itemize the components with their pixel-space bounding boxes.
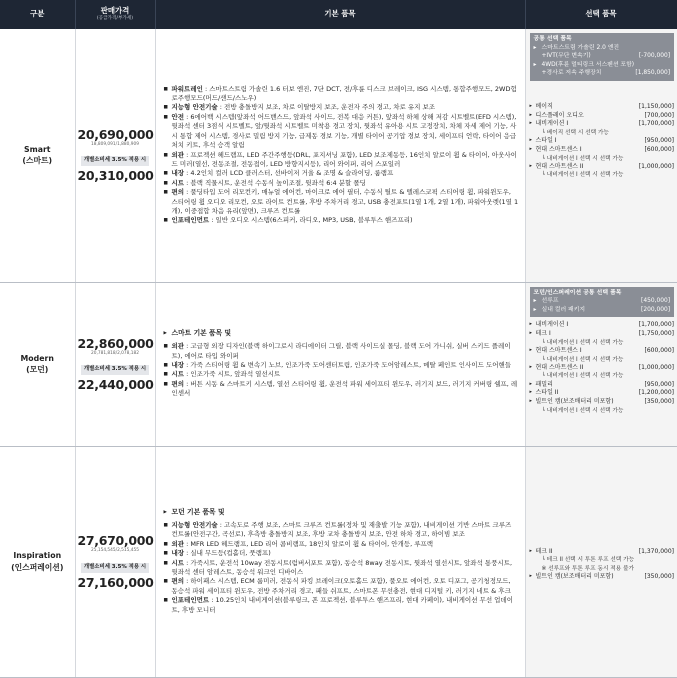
header-trim: 구분 [0,0,75,29]
feature-key: 편의 [171,188,185,197]
feature-item [164,577,519,596]
common-option-price: [-700,000] [638,53,670,60]
price-main: 27,670,000 [77,533,154,549]
price-detail: 25,154,545/2,515,455 [91,548,139,554]
option-price: [1,750,000] [638,329,674,337]
header-options: 선택 품목 [525,0,677,29]
feature-item [164,380,519,399]
feature-value: : 일반 오디오 시스템(6스피커, 라디오, MP3, USB, 블루투스 핸즈프리) [209,216,413,225]
feature-head: ▶ 모던 기본 품목 및 [164,508,519,518]
header-basic-items: 기본 품목 [155,0,525,29]
option-price: [1,000,000] [638,363,674,371]
feature-key: 안전 [171,112,185,121]
option-list [530,548,675,582]
option-row [530,548,675,557]
price-after-tax: 22,440,000 [77,377,154,393]
price-main: 22,860,000 [77,335,154,351]
option-name: ▸ 테크 II [535,547,553,555]
feature-item [164,540,519,549]
option-row [530,330,675,339]
common-option-name: ▸ 4WD(후륜 멀티링크 서스펜션 포함) [534,61,671,70]
feature-value: : 버튼 시동 & 스마트키 시스템, 열선 스티어링 휠, 운전석 파워 세이프티 윈도우, 러기지 보드, 러기지 커버링 쉘프, 레인센서 [171,379,518,398]
common-option-box [530,287,675,318]
common-option-row [534,52,671,61]
common-option-title: 모던/인스퍼레이션 공통 선택 품목 [533,289,622,296]
feature-item [164,188,519,216]
option-note: └ 내비게이션 I 선택 시 선택 가능 [541,356,624,363]
common-option-title: 공통 선택 품목 [533,36,572,42]
feature-item [164,151,519,170]
feature-item [164,361,519,370]
feature-key: 인포테인먼트 [171,216,210,225]
option-price: [1,370,000] [638,547,674,555]
feature-key: 외관 [171,539,185,548]
basic-items [155,282,525,446]
option-name: ▸ 테크 I [535,329,551,337]
feature-item [164,370,519,379]
trim-price [75,29,155,282]
option-note: └ 내비게이션 I 선택 시 선택 가능 [541,373,624,380]
option-note: └ 내비게이션 I 선택 시 선택 가능 [541,155,624,162]
option-price: [1,700,000] [638,321,674,329]
tax-label: 개별소비세 3.5% 적용 시 [81,365,149,375]
feature-key: 편의 [171,379,185,388]
option-name: ▸ 빌트인 캠(보조배터리 미포함) [535,572,614,580]
feature-list [164,85,519,226]
feature-item [164,216,519,225]
table-row [0,282,677,446]
basic-items [155,29,525,282]
common-option-price: [450,000] [641,298,670,305]
trim-en: Modern [20,353,54,363]
common-option-row [534,69,671,78]
option-row [530,146,675,155]
option-price: [1,000,000] [638,162,674,170]
trim-kr: (모던) [26,365,49,374]
feature-item [164,559,519,578]
feature-value: : 가죽 스티어링 휠 & 변속기 노브, 인조가죽 도어센터트림, 인조가죽 도어암레스트, 메탈 페인트 인사이드 도어핸들 [184,361,512,369]
option-items [525,282,677,446]
feature-value: : 10.25인치 내비게이션(블루링크, 폰 프로젝션, 블루투스 핸즈프리, 현대 카페이), 내비게이션 무선 업데이트, 후방 모니터 [171,596,513,614]
common-option-name: ▸ 선루프 [541,298,559,305]
feature-item [164,521,519,540]
option-price: [950,000] [644,380,674,388]
common-option-name: ▸ 스마트스트림 가솔린 2.0 엔진 [534,44,671,53]
feature-key: 내장 [171,169,185,178]
option-row [530,103,675,112]
option-price: [600,000] [644,346,674,354]
feature-value: : 고급형 외장 디자인(블랙 하이그로시 라디에이터 그릴, 블랙 사이드실 몰딩, 블랙 도어 가니쉬, 실버 스키드 플레이트), 에어로 타입 와이퍼 [171,342,511,360]
feature-value: : 실내 무드등(컵홀더, 풋램프) [184,549,271,558]
feature-value: : MFR LED 헤드램프, LED 리어 콤비램프, 18인치 알로이 휠 & 타이어, 안개등, 루프랙 [184,539,434,548]
feature-list [164,508,519,615]
feature-value: : 4.2인치 컬러 LCD 클러스터, 선바이저 거울 & 조명 & 슬라이딩, 룸램프 [184,169,394,178]
feature-item [164,169,519,178]
option-name: ▸ 현대 스마트센스 II [535,162,584,170]
option-name: ▸ 내비게이션 I [535,120,569,128]
feature-key: 외관 [171,150,185,159]
option-name: ▸ 스타일 II [535,389,559,397]
table-row [0,446,677,677]
option-price: [350,000] [644,398,674,406]
trim-price [75,282,155,446]
feature-value: : 6에어백 시스템(앞좌석 어드밴스드, 앞좌석 사이드, 전복 대응 커튼), 앞좌석 하체 상해 저감 시트벨트(EFD 시스템), 뒷좌석 센터 3점식 시트벨트, 앞/뒷좌석 시트벨트 미착용 경고 장치, 뒷좌석 유아용 시트 고정장치, 차체 자세 제어 기능, 사시 통합 제어 시스템, 경사로 밀림 방지 기능, 급제동 경보 기능, 개별 타이어 공기압 경보 장치, 세이프티 언락, 타이어 응급처치 키트, 후석 승객 알림 [171,112,517,150]
option-price: [950,000] [644,137,674,145]
feature-item [164,549,519,558]
common-option-box [530,33,675,81]
common-option-price: [200,000] [641,306,670,313]
tax-label: 개별소비세 3.5% 적용 시 [81,156,149,166]
option-note: └ 내비게이션 I 선택 시 선택 가능 [541,172,624,179]
trim-kr: (인스퍼레이션) [11,562,64,572]
option-name: ▸ 내비게이션 I [535,321,569,329]
feature-key: 내장 [171,361,185,369]
option-price: [700,000] [644,111,674,119]
option-row [530,120,675,129]
option-name: ▸ 빌트인 캠(보조배터리 미포함) [535,398,614,406]
option-row [530,347,675,356]
feature-key: 지능형 안전기술 [171,520,218,529]
feature-list [164,329,519,398]
tax-label: 개별소비세 3.5% 적용 시 [81,563,149,573]
feature-value: : 고속도로 주행 보조, 스마트 크루즈 컨트롤(정차 및 재출발 기능 포함), 내비게이션 기반 스마트 크루즈 컨트롤(안전구간, 곡선로), 후측방 충돌방지 보조, 후방 교차 충돌방지 보조, 안전 하차 경고, 하이빔 보조 [171,520,512,539]
option-row [530,364,675,373]
option-row [530,163,675,172]
option-name: ▸ 패밀리 [535,380,553,388]
feature-value: : 스마트스트림 가솔린 1.6 터보 엔진, 7단 DCT, 전/후륜 디스크 브레이크, ISG 시스템, 통합주행모드, 2WD험로주행모드(머드/샌드/스노우) [171,84,517,102]
option-price: [1,200,000] [638,389,674,397]
common-option-sub: +IVT(무단 변속기) [541,53,591,60]
price-after-tax: 27,160,000 [77,574,154,590]
table-row [0,29,677,282]
option-list [530,103,675,180]
feature-value: : 하이패스 시스템, ECM 룸미러, 전동식 파킹 브레이크(오토홀드 포함), 풀오토 에어컨, 오토 디포그, 공기청정모드, 동승석 파워 세이프티 윈도우, 전방 주차거리 경고, 패들 쉬프트, 스마트폰 무선충전, 현대 디지털 키, 러기지 네트 & 후크 [171,577,511,595]
trim-en: Inspiration [13,551,62,561]
feature-item [164,103,519,112]
trim-name [0,446,75,677]
feature-key: 시트 [171,178,185,187]
option-row [530,389,675,398]
option-row [530,321,675,330]
feature-item [164,85,519,104]
price-main: 20,690,000 [77,127,154,143]
feature-item [164,342,519,361]
feature-key: 시트 [171,558,185,567]
common-option-price: [1,850,000] [635,70,670,77]
feature-value: : 풀딩타입 도어 리모컨키, 매뉴얼 에어컨, 마이크로 에어 필터, 수동식 틸트 & 텔레스코픽 스티어링 휠, 파워윈도우, 스티어링 휠 오디오 리모컨, 오토 라이트 컨트롤, 후방 주차거리 경고, USB 충전포트(1열 1개, 2열 1개), 파워아웃렛(1열 1개), 이중접합 차음 유리(앞면), 크루즈 컨트롤 [171,188,519,216]
option-row [530,112,675,121]
option-name: ▸ 현대 스마트센스 I [535,145,582,153]
trim-name [0,29,75,282]
trim-en: Smart [23,144,51,154]
feature-key: 파워트레인 [171,84,203,93]
option-note: └ 내비게이션 I 선택 시 선택 가능 [541,407,624,414]
option-items [525,446,677,677]
common-option-row [534,297,671,306]
feature-key: 인포테인먼트 [171,596,210,605]
option-note: ※ 선루프와 투톤 루프 동시 적용 불가 [541,565,635,572]
option-row [530,573,675,582]
trim-name [0,282,75,446]
price-detail: 18,809,091/1,880,909 [91,142,139,148]
option-list [530,321,675,415]
trim-price [75,446,155,677]
option-price: [1,150,000] [638,102,674,110]
feature-head: ▶ 스마트 기본 품목 및 [164,329,519,339]
common-option-row [534,306,671,315]
option-price: [600,000] [644,145,674,153]
option-note: └ 베이직 선택 시 선택 가능 [541,129,609,136]
option-row [530,398,675,407]
feature-item [164,113,519,151]
feature-key: 지능형 안전기술 [171,103,218,112]
price-after-tax: 20,310,000 [77,168,154,184]
header-price: 판매가격 (공급가격/부가세) [75,0,155,29]
common-option-name: ▸ 실내 컬러 패키지 [541,306,586,313]
option-note: └ 테크 II 선택 시 투톤 루프 선택 가능 [541,557,635,564]
feature-value: : 프로젝션 헤드램프, LED 주간주행등(DRL, 포지셔닝 포함), LED 보조제동등, 16인치 알로이 휠 & 타이어, 아웃사이드 미러(열선, 전동조절, 전동접이, LED 방향지시등), 리어 와이퍼, 리어 스포일러 [171,150,517,168]
price-detail: 20,781,818/2,078,182 [91,350,139,356]
feature-value: : 가죽시트, 운전석 10way 전동시트(럼버서포트 포함), 동승석 8way 전동시트, 뒷좌석 열선시트, 앞좌석 통풍시트, 뒷좌석 센터 암레스트, 동승석 워크인 디바이스 [171,558,513,576]
feature-key: 외관 [171,342,185,351]
option-name: ▸ 현대 스마트센스 I [535,346,582,354]
feature-value: : 인조가죽 시트, 앞좌석 열선시트 [184,370,281,379]
option-price: [350,000] [644,572,674,580]
option-items [525,29,677,282]
feature-key: 내장 [171,549,185,558]
table-header [0,0,677,29]
option-note: └ 내비게이션 I 선택 시 선택 가능 [541,339,624,346]
basic-items [155,446,525,677]
feature-value: : 블랙 직물시트, 운전석 수동식 높이조절, 뒷좌석 6:4 분할 폴딩 [184,178,366,187]
feature-key: 편의 [171,577,185,586]
feature-value: : 전방 충돌방지 보조, 차로 이탈방지 보조, 운전자 주의 경고, 차로 유지 보조 [217,103,436,112]
feature-item [164,596,519,615]
option-name: ▸ 현대 스마트센스 II [535,363,584,371]
trim-kr: (스마트) [22,156,53,166]
feature-key: 시트 [171,370,185,379]
option-price: [1,700,000] [638,120,674,128]
option-name: ▸ 베이직 [535,102,553,110]
common-option-sub: +경사로 저속 주행장치 [541,70,602,77]
option-name: ▸ 스타일 I [535,137,557,145]
option-name: ▸ 디스플레이 오디오 [535,111,584,119]
option-row [530,137,675,146]
feature-item [164,179,519,188]
